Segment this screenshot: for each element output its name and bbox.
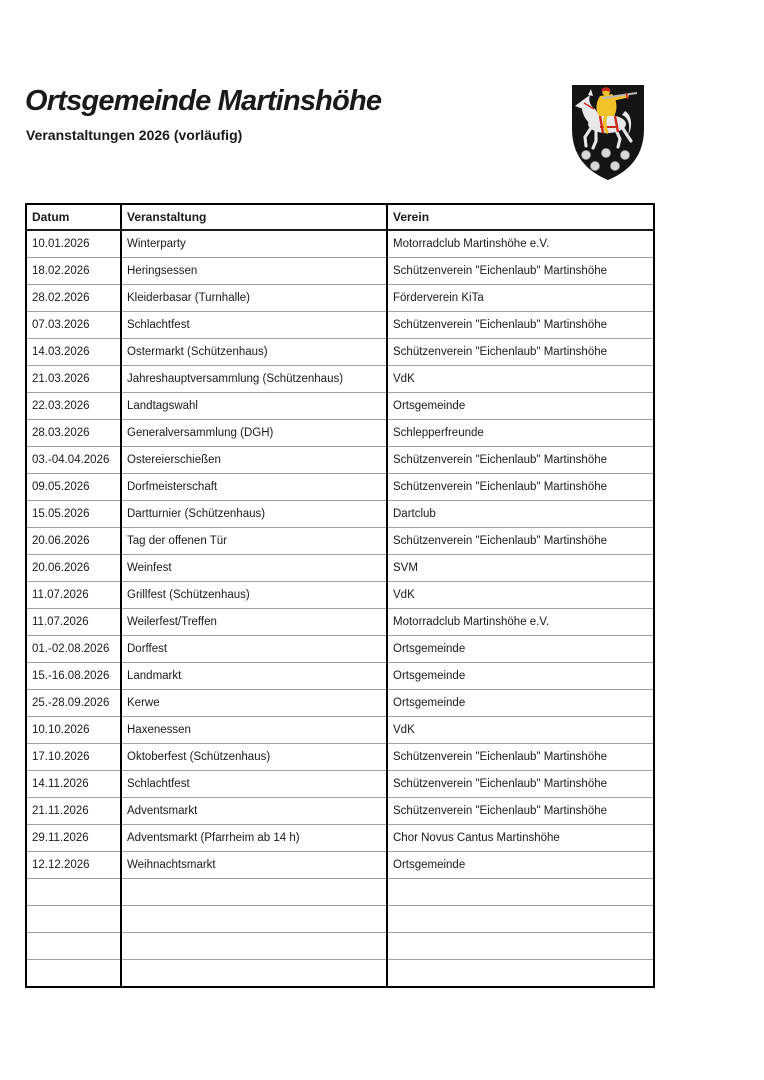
event-date-cell: 03.-04.04.2026 (26, 447, 121, 474)
event-date-cell: 28.03.2026 (26, 420, 121, 447)
table-row (26, 906, 654, 933)
event-date-cell: 01.-02.08.2026 (26, 636, 121, 663)
event-club-cell: Schützenverein "Eichenlaub" Martinshöhe (387, 339, 654, 366)
event-date-cell: 15.05.2026 (26, 501, 121, 528)
event-name-cell: Kleiderbasar (Turnhalle) (121, 285, 387, 312)
table-row (26, 339, 654, 366)
table-row (26, 312, 654, 339)
event-club-cell: Ortsgemeinde (387, 663, 654, 690)
table-row (26, 501, 654, 528)
event-club-cell: Schützenverein "Eichenlaub" Martinshöhe (387, 258, 654, 285)
municipal-crest (570, 83, 646, 183)
event-club-cell (387, 879, 654, 906)
events-table (25, 203, 655, 988)
event-name-cell: Generalversammlung (DGH) (121, 420, 387, 447)
table-row (26, 825, 654, 852)
table-row (26, 230, 654, 258)
column-header-datum: Datum (26, 204, 121, 230)
event-name-cell: Landmarkt (121, 663, 387, 690)
column-header-veranstaltung: Veranstaltung (121, 204, 387, 230)
event-club-cell: VdK (387, 582, 654, 609)
event-date-cell: 18.02.2026 (26, 258, 121, 285)
event-date-cell: 11.07.2026 (26, 609, 121, 636)
event-name-cell: Ostermarkt (Schützenhaus) (121, 339, 387, 366)
event-club-cell: Schützenverein "Eichenlaub" Martinshöhe (387, 771, 654, 798)
table-row (26, 474, 654, 501)
event-club-cell: Ortsgemeinde (387, 393, 654, 420)
event-club-cell: Schützenverein "Eichenlaub" Martinshöhe (387, 744, 654, 771)
event-name-cell: Adventsmarkt (Pfarrheim ab 14 h) (121, 825, 387, 852)
event-date-cell: 29.11.2026 (26, 825, 121, 852)
event-club-cell (387, 933, 654, 960)
table-row (26, 528, 654, 555)
table-row (26, 744, 654, 771)
event-name-cell: Winterparty (121, 230, 387, 258)
event-club-cell: Ortsgemeinde (387, 852, 654, 879)
event-club-cell: Ortsgemeinde (387, 690, 654, 717)
event-club-cell: Ortsgemeinde (387, 636, 654, 663)
event-date-cell: 10.01.2026 (26, 230, 121, 258)
event-date-cell (26, 879, 121, 906)
table-header-row (26, 204, 654, 230)
event-name-cell: Heringsessen (121, 258, 387, 285)
table-row (26, 636, 654, 663)
event-name-cell: Landtagswahl (121, 393, 387, 420)
events-table-body (26, 230, 654, 987)
event-club-cell (387, 960, 654, 988)
event-date-cell: 20.06.2026 (26, 528, 121, 555)
event-name-cell (121, 906, 387, 933)
column-header-verein: Verein (387, 204, 654, 230)
event-club-cell: Schützenverein "Eichenlaub" Martinshöhe (387, 312, 654, 339)
event-date-cell: 20.06.2026 (26, 555, 121, 582)
event-date-cell: 10.10.2026 (26, 717, 121, 744)
event-club-cell (387, 906, 654, 933)
event-date-cell: 21.03.2026 (26, 366, 121, 393)
event-date-cell (26, 960, 121, 988)
event-club-cell: VdK (387, 366, 654, 393)
event-club-cell: Schützenverein "Eichenlaub" Martinshöhe (387, 798, 654, 825)
event-name-cell: Kerwe (121, 690, 387, 717)
event-name-cell: Schlachtfest (121, 312, 387, 339)
event-name-cell: Dorfmeisterschaft (121, 474, 387, 501)
event-name-cell: Schlachtfest (121, 771, 387, 798)
event-name-cell: Ostereierschießen (121, 447, 387, 474)
table-row (26, 393, 654, 420)
event-date-cell: 12.12.2026 (26, 852, 121, 879)
table-row (26, 933, 654, 960)
table-row (26, 447, 654, 474)
event-club-cell: Schützenverein "Eichenlaub" Martinshöhe (387, 474, 654, 501)
event-name-cell: Oktoberfest (Schützenhaus) (121, 744, 387, 771)
event-club-cell: Schützenverein "Eichenlaub" Martinshöhe (387, 447, 654, 474)
table-row (26, 771, 654, 798)
coat-of-arms-icon (570, 83, 646, 183)
event-date-cell: 17.10.2026 (26, 744, 121, 771)
event-name-cell: Adventsmarkt (121, 798, 387, 825)
event-date-cell (26, 933, 121, 960)
event-name-cell: Grillfest (Schützenhaus) (121, 582, 387, 609)
table-row (26, 663, 654, 690)
table-row (26, 960, 654, 988)
event-club-cell: Motorradclub Martinshöhe e.V. (387, 609, 654, 636)
page-subtitle: Veranstaltungen 2026 (vorläufig) (26, 127, 243, 143)
event-date-cell: 14.11.2026 (26, 771, 121, 798)
table-row (26, 717, 654, 744)
event-name-cell: Jahreshauptversammlung (Schützenhaus) (121, 366, 387, 393)
table-row (26, 609, 654, 636)
table-row (26, 420, 654, 447)
event-club-cell: Dartclub (387, 501, 654, 528)
event-date-cell: 28.02.2026 (26, 285, 121, 312)
event-club-cell: Chor Novus Cantus Martinshöhe (387, 825, 654, 852)
event-name-cell: Tag der offenen Tür (121, 528, 387, 555)
table-row (26, 690, 654, 717)
event-club-cell: SVM (387, 555, 654, 582)
event-club-cell: Motorradclub Martinshöhe e.V. (387, 230, 654, 258)
event-name-cell (121, 960, 387, 988)
table-row (26, 285, 654, 312)
table-row (26, 879, 654, 906)
event-date-cell: 25.-28.09.2026 (26, 690, 121, 717)
event-date-cell: 09.05.2026 (26, 474, 121, 501)
table-row (26, 852, 654, 879)
event-date-cell: 21.11.2026 (26, 798, 121, 825)
event-club-cell: Förderverein KiTa (387, 285, 654, 312)
event-name-cell: Weinfest (121, 555, 387, 582)
event-name-cell (121, 933, 387, 960)
table-row (26, 258, 654, 285)
event-club-cell: Schlepperfreunde (387, 420, 654, 447)
event-name-cell (121, 879, 387, 906)
event-club-cell: Schützenverein "Eichenlaub" Martinshöhe (387, 528, 654, 555)
table-row (26, 798, 654, 825)
event-name-cell: Dartturnier (Schützenhaus) (121, 501, 387, 528)
event-date-cell: 15.-16.08.2026 (26, 663, 121, 690)
event-name-cell: Dorffest (121, 636, 387, 663)
event-date-cell: 11.07.2026 (26, 582, 121, 609)
table-row (26, 366, 654, 393)
event-date-cell (26, 906, 121, 933)
page-title: Ortsgemeinde Martinshöhe (25, 85, 382, 117)
event-date-cell: 14.03.2026 (26, 339, 121, 366)
event-name-cell: Weilerfest/Treffen (121, 609, 387, 636)
event-date-cell: 22.03.2026 (26, 393, 121, 420)
event-date-cell: 07.03.2026 (26, 312, 121, 339)
table-row (26, 582, 654, 609)
table-row (26, 555, 654, 582)
event-club-cell: VdK (387, 717, 654, 744)
event-name-cell: Weihnachtsmarkt (121, 852, 387, 879)
event-name-cell: Haxenessen (121, 717, 387, 744)
